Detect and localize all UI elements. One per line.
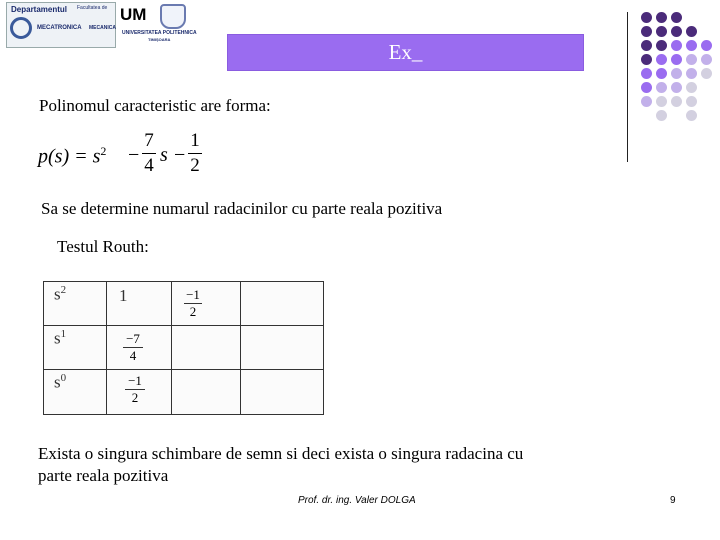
dot	[701, 40, 712, 51]
logo-mecatronica-text: MECATRONICA	[37, 25, 82, 31]
formula-fraction-1-2: 1 2	[188, 130, 202, 177]
conclusion-line-2: parte reala pozitiva	[38, 466, 169, 485]
routh-fraction: −1 2	[125, 374, 145, 405]
dot	[686, 82, 697, 93]
conclusion-text	[38, 443, 523, 487]
routh-row-label: $s^0$	[44, 370, 107, 415]
formula-exponent: 2	[100, 144, 107, 158]
characteristic-polynomial	[38, 130, 218, 184]
dot	[641, 68, 652, 79]
dot	[641, 96, 652, 107]
dot	[671, 68, 682, 79]
routh-cell	[172, 282, 241, 326]
table-row	[44, 370, 324, 415]
routh-cell	[107, 325, 172, 370]
department-logo	[6, 2, 116, 48]
slide-title: Ex_	[388, 40, 423, 64]
dot	[641, 82, 652, 93]
dot	[686, 40, 697, 51]
conclusion-line-1: Exista o singura schimbare de semn si deci exista o singura radacina cu	[38, 444, 524, 463]
dot	[671, 26, 682, 37]
routh-cell	[241, 370, 324, 415]
table-row	[44, 325, 324, 370]
dot	[686, 26, 697, 37]
logo-department-text: Departamentul	[11, 5, 68, 14]
logo-university-text: UNIVERSITATEA POLITEHNICA	[122, 30, 197, 36]
um-logo: UM	[120, 5, 147, 24]
formula-fraction-7-4: 7 4	[142, 130, 156, 177]
formula-lhs: $p(s) = s^2$	[38, 144, 107, 168]
dot	[641, 12, 652, 23]
dot	[656, 12, 667, 23]
dot	[701, 54, 712, 65]
routh-cell	[172, 370, 241, 415]
routh-cell	[241, 282, 324, 326]
dot	[641, 26, 652, 37]
formula-var: s	[160, 144, 168, 166]
dot	[656, 68, 667, 79]
dot	[656, 96, 667, 107]
table-row	[44, 282, 324, 326]
logo-mecanica-text: MECANICA	[89, 25, 116, 31]
decorative-divider	[627, 12, 628, 162]
routh-row-label: $s^2$	[44, 282, 107, 326]
dot	[686, 68, 697, 79]
dot	[686, 96, 697, 107]
formula-minus-2: −	[174, 144, 186, 166]
dot	[671, 82, 682, 93]
dot	[641, 54, 652, 65]
dot	[701, 68, 712, 79]
dot	[641, 40, 652, 51]
dot	[656, 110, 667, 121]
dot	[671, 54, 682, 65]
logo-city-text: TIMIŞOARA	[148, 37, 171, 42]
dot	[656, 82, 667, 93]
dot	[656, 54, 667, 65]
dot	[686, 110, 697, 121]
routh-cell	[172, 325, 241, 370]
routh-row-label: $s^1$	[44, 325, 107, 370]
logo-faculty-text: Facultatea de	[77, 5, 108, 11]
routh-fraction: −7 4	[123, 332, 143, 363]
routh-cell	[107, 370, 172, 415]
dot	[671, 40, 682, 51]
dot	[671, 12, 682, 23]
intro-text: Polinomul caracteristic are forma:	[39, 96, 271, 115]
formula-minus-1: −	[128, 144, 140, 166]
task-text: Sa se determine numarul radacinilor cu parte reala pozitiva	[41, 199, 443, 218]
university-crest-icon	[160, 4, 186, 29]
routh-cell: 1	[107, 282, 172, 326]
routh-cell	[241, 325, 324, 370]
dot	[686, 54, 697, 65]
footer-author: Prof. dr. ing. Valer DOLGA	[298, 495, 416, 506]
gear-icon	[10, 17, 32, 39]
dot	[671, 96, 682, 107]
slide-title-bar	[227, 34, 584, 71]
page-number: 9	[670, 495, 676, 506]
routh-fraction: −1 2	[184, 288, 202, 319]
routh-label: Testul Routh:	[57, 237, 149, 256]
routh-table	[43, 281, 324, 415]
dot	[656, 26, 667, 37]
dot	[656, 40, 667, 51]
